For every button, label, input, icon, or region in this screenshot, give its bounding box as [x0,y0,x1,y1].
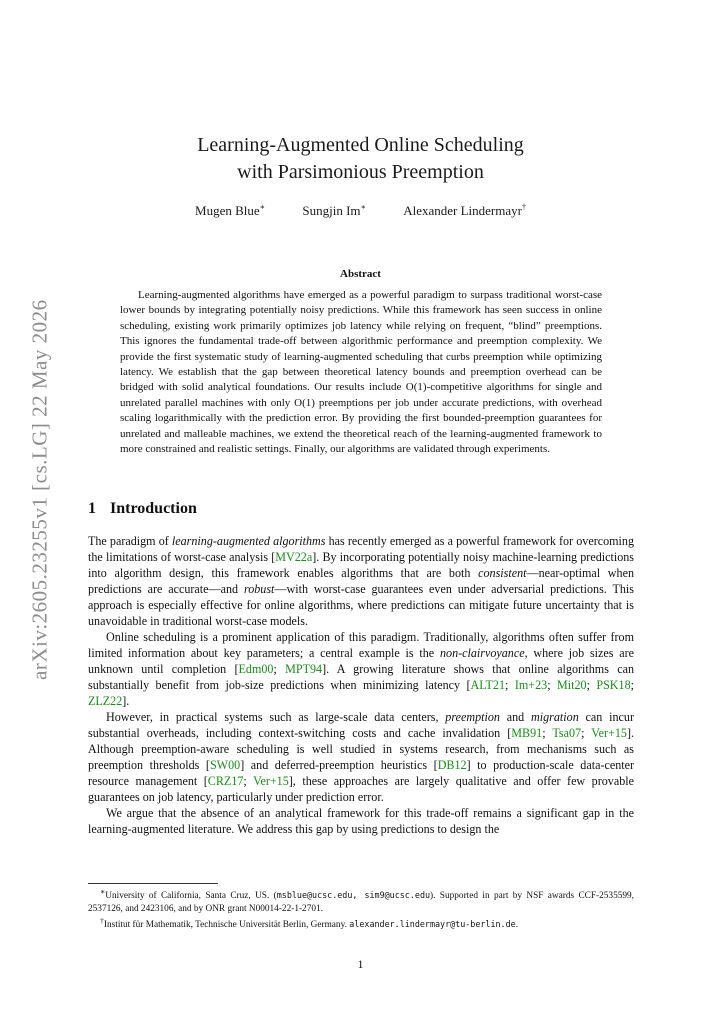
citation-link[interactable]: Ver+15 [591,726,627,740]
author: Alexander Lindermayr† [403,203,526,219]
citation-link[interactable]: ALT21 [470,678,506,692]
title-line-2: with Parsimonious Preemption [237,161,484,183]
affiliation-mark: ∗ [259,203,266,212]
author: Sungjin Im∗ [302,203,366,219]
citation-link[interactable]: PSK18 [596,678,631,692]
body-text [88,533,634,837]
citation-link[interactable]: MV22a [275,550,313,564]
citation-link[interactable]: DB12 [437,758,467,772]
abstract-heading: Abstract [340,268,381,280]
section-heading [88,500,197,518]
paragraph-3: However, in practical systems such as large-scale data centers, preemption and migration can incur substantial overheads, including context-switching costs and cache invalidation [MB91; Tsa07; Ver+15]. Although preemption-aware scheduling is well studied in systems research, from mechanisms such as preemption thresholds [SW00] and deferred-preemption heuristics [DB12] to production-scale data-center resource management [CRZ17; Ver+15], these approaches are largely qualitative and offer few provable guarantees on job latency, particularly under prediction error. [88,710,635,804]
citation-link[interactable]: ZLZ22 [88,694,123,708]
section-title: Introduction [110,500,197,517]
citation-link[interactable]: MB91 [511,726,543,740]
citation-link[interactable]: Im+23 [514,678,548,692]
title-line-1: Learning-Augmented Online Scheduling [197,134,524,156]
footnote-2: †Institut für Mathematik, Technische Universität Berlin, Germany. alexander.lindermayr@tu-berlin.de. [100,916,519,931]
section-number: 1 [88,500,96,517]
citation-link[interactable]: Mit20 [556,678,587,692]
citation-link[interactable]: Tsa07 [552,726,582,740]
footnotes [88,886,634,932]
paper-title [0,132,721,186]
footnote-rule [88,883,218,884]
paragraph-2: Online scheduling is a prominent application of this paradigm. Traditionally, algorithms often suffer from limited information about key parameters; a central example is the non-clairvoyance, where job sizes are unknown until completion [Edm00; MPT94]. A growing literature shows that online algorithms can substantially benefit from job-size predictions when minimizing latency [ALT21; Im+23; Mit20; PSK18; ZLZ22]. [88,630,635,708]
paragraph-1: The paradigm of learning-augmented algorithms has recently emerged as a powerful framework for overcoming the limitations of worst-case analysis [MV22a]. By incorporating potentially noisy machine-learning predictions into algorithm design, this framework enables algorithms that are both consistent—near-optimal when predictions are accurate—and robust—with worst-case guarantees even under adversarial predictions. This approach is especially effective for online algorithms, where predictions can mitigate future uncertainty that is unavoidable in traditional worst-case models. [88,534,634,628]
abstract-text: Learning-augmented algorithms have emerged as a powerful paradigm to surpass traditional worst-case lower bounds by integrating potentially noisy predictions. While this framework has seen success in online scheduling, existing work primarily optimizes job latency while relying on frequent, “blind” preemptions. This ignores the fundamental trade-off between algorithmic performance and preemption complexity. We provide the first systematic study of learning-augmented scheduling that curbs preemption while optimizing latency. We establish that the gap between theoretical latency bounds and preemption overhead can be bridged with solid analytical foundations. Our results include O(1)-competitive algorithms for single and unrelated parallel machines with only O(1) preemptions per job under accurate predictions, with overhead scaling logarithmically with the prediction error. By providing the first bounded-preemption guarantees for unrelated and malleable machines, we extend the theoretical reach of the learning-augmented framework to more constrained and realistic settings. Finally, our algorithms are validated through experiments. [120,289,602,456]
email-link[interactable]: msblue@ucsc.edu, sim9@ucsc.edu [276,890,431,901]
citation-link[interactable]: MPT94 [285,662,323,676]
citation-link[interactable]: Edm00 [238,662,274,676]
arxiv-identifier-stamp: arXiv:2605.23255v1 [cs.LG] 22 May 2026 [27,299,52,681]
page-number: 1 [357,957,364,971]
email-link[interactable]: alexander.lindermayr@tu-berlin.de [349,919,516,930]
affiliation-mark: † [521,203,526,212]
author: Mugen Blue∗ [195,203,266,219]
author-list [0,203,721,219]
citation-link[interactable]: CRZ17 [207,774,244,788]
paragraph-4: We argue that the absence of an analytical framework for this trade-off remains a significant gap in the learning-augmented literature. We address this gap by using predictions to design the [88,806,634,836]
citation-link[interactable]: Ver+15 [253,774,289,788]
affiliation-mark: ∗ [360,203,366,212]
footnote-1: ∗University of California, Santa Cruz, US. (msblue@ucsc.edu, sim9@ucsc.edu). Supported in part by NSF awards CCF-2535599, 2537126, and 2423106, and by ONR grant N00014-22-1-2701. [88,887,635,914]
citation-link[interactable]: SW00 [209,758,241,772]
